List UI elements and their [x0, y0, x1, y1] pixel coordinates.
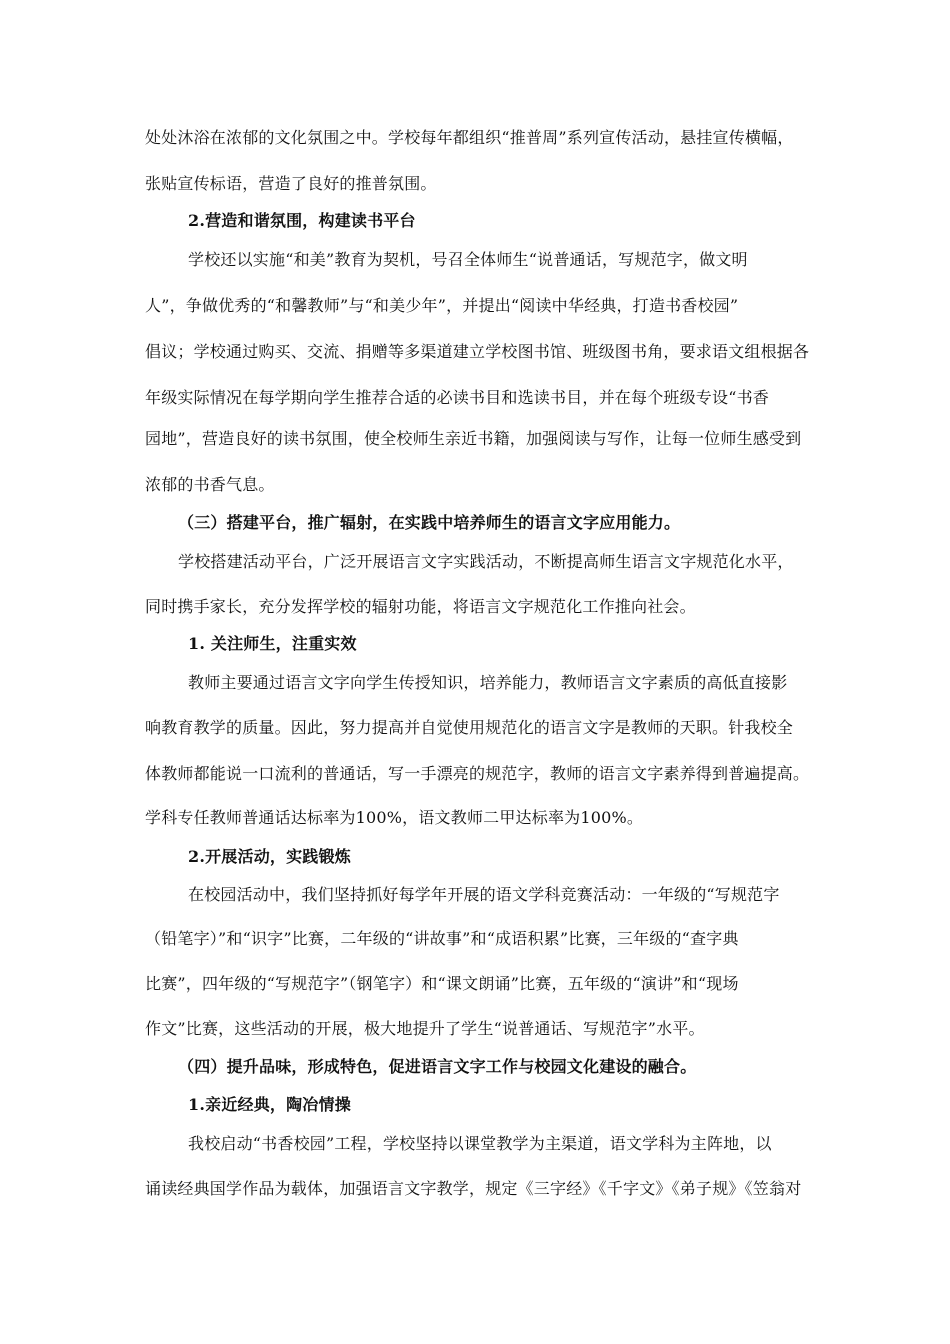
paragraph-first-line: 我校启动“书香校园”工程，学校坚持以课堂教学为主渠道，语文学科为主阵地，以 — [188, 1134, 772, 1153]
body-text-line: （铅笔字）”和“识字”比赛，二年级的“讲故事”和“成语积累”比赛，三年级的“查字典 — [145, 929, 739, 948]
body-text-line: 作文”比赛，这些活动的开展，极大地提升了学生“说普通话、写规范字”水平。 — [145, 1019, 705, 1038]
body-text-line: 倡议；学校通过购买、交流、捐赠等多渠道建立学校图书馆、班级图书角，要求语文组根据各 — [145, 342, 810, 361]
body-text-line: 体教师都能说一口流利的普通话，写一手漂亮的规范字，教师的语言文字素养得到普遍提高。 — [145, 764, 810, 783]
body-text-line: 张贴宣传标语，营造了良好的推普氛围。 — [145, 174, 437, 193]
subsection-heading: 1. 关注师生，注重实效 — [188, 634, 357, 653]
body-text-line: 园地”，营造良好的读书氛围，使全校师生亲近书籍，加强阅读与写作，让每一位师生感受到 — [145, 429, 802, 448]
body-text-line: 人”，争做优秀的“和馨教师”与“和美少年”，并提出“阅读中华经典，打造书香校园” — [145, 296, 739, 315]
body-text-line: 处处沐浴在浓郁的文化氛围之中。学校每年都组织“推普周”系列宣传活动，悬挂宣传横幅， — [145, 128, 794, 147]
body-text-line: 年级实际情况在每学期向学生推荐合适的必读书目和选读书目，并在每个班级专设“书香 — [145, 388, 769, 407]
paragraph-first-line: 教师主要通过语言文字向学生传授知识，培养能力，教师语言文字素质的高低直接影 — [188, 673, 788, 692]
paragraph-first-line: 学校还以实施“和美”教育为契机，号召全体师生“说普通话，写规范字，做文明 — [188, 250, 748, 269]
body-text-line: 响教育教学的质量。因此，努力提高并自觉使用规范化的语言文字是教师的天职。针我校全 — [145, 718, 794, 737]
body-text-line: 学科专任教师普通话达标率为100%，语文教师二甲达标率为100%。 — [145, 808, 644, 827]
paragraph-first-line: 学校搭建活动平台，广泛开展语言文字实践活动，不断提高师生语言文字规范化水平， — [178, 552, 794, 571]
subsection-heading: 2.开展活动，实践锻炼 — [188, 847, 351, 866]
subsection-heading: 2.营造和谐氛围，构建读书平台 — [188, 211, 416, 230]
section-heading: （三）搭建平台，推广辐射，在实践中培养师生的语言文字应用能力。 — [178, 513, 681, 532]
paragraph-first-line: 在校园活动中，我们坚持抓好每学年开展的语文学科竞赛活动：一年级的“写规范字 — [188, 885, 780, 904]
body-text-line: 诵读经典国学作品为载体，加强语言文字教学，规定《三字经》《千字文》《弟子规》《笠翁对 — [145, 1179, 802, 1198]
section-heading: （四）提升品味，形成特色，促进语言文字工作与校园文化建设的融合。 — [178, 1057, 697, 1076]
body-text-line: 浓郁的书香气息。 — [145, 475, 275, 494]
body-text-line: 同时携手家长，充分发挥学校的辐射功能，将语言文字规范化工作推向社会。 — [145, 597, 696, 616]
subsection-heading: 1.亲近经典，陶冶情操 — [188, 1095, 351, 1114]
body-text-line: 比赛”，四年级的“写规范字”（钢笔字）和“课文朗诵”比赛，五年级的“演讲”和“现场 — [145, 974, 739, 993]
